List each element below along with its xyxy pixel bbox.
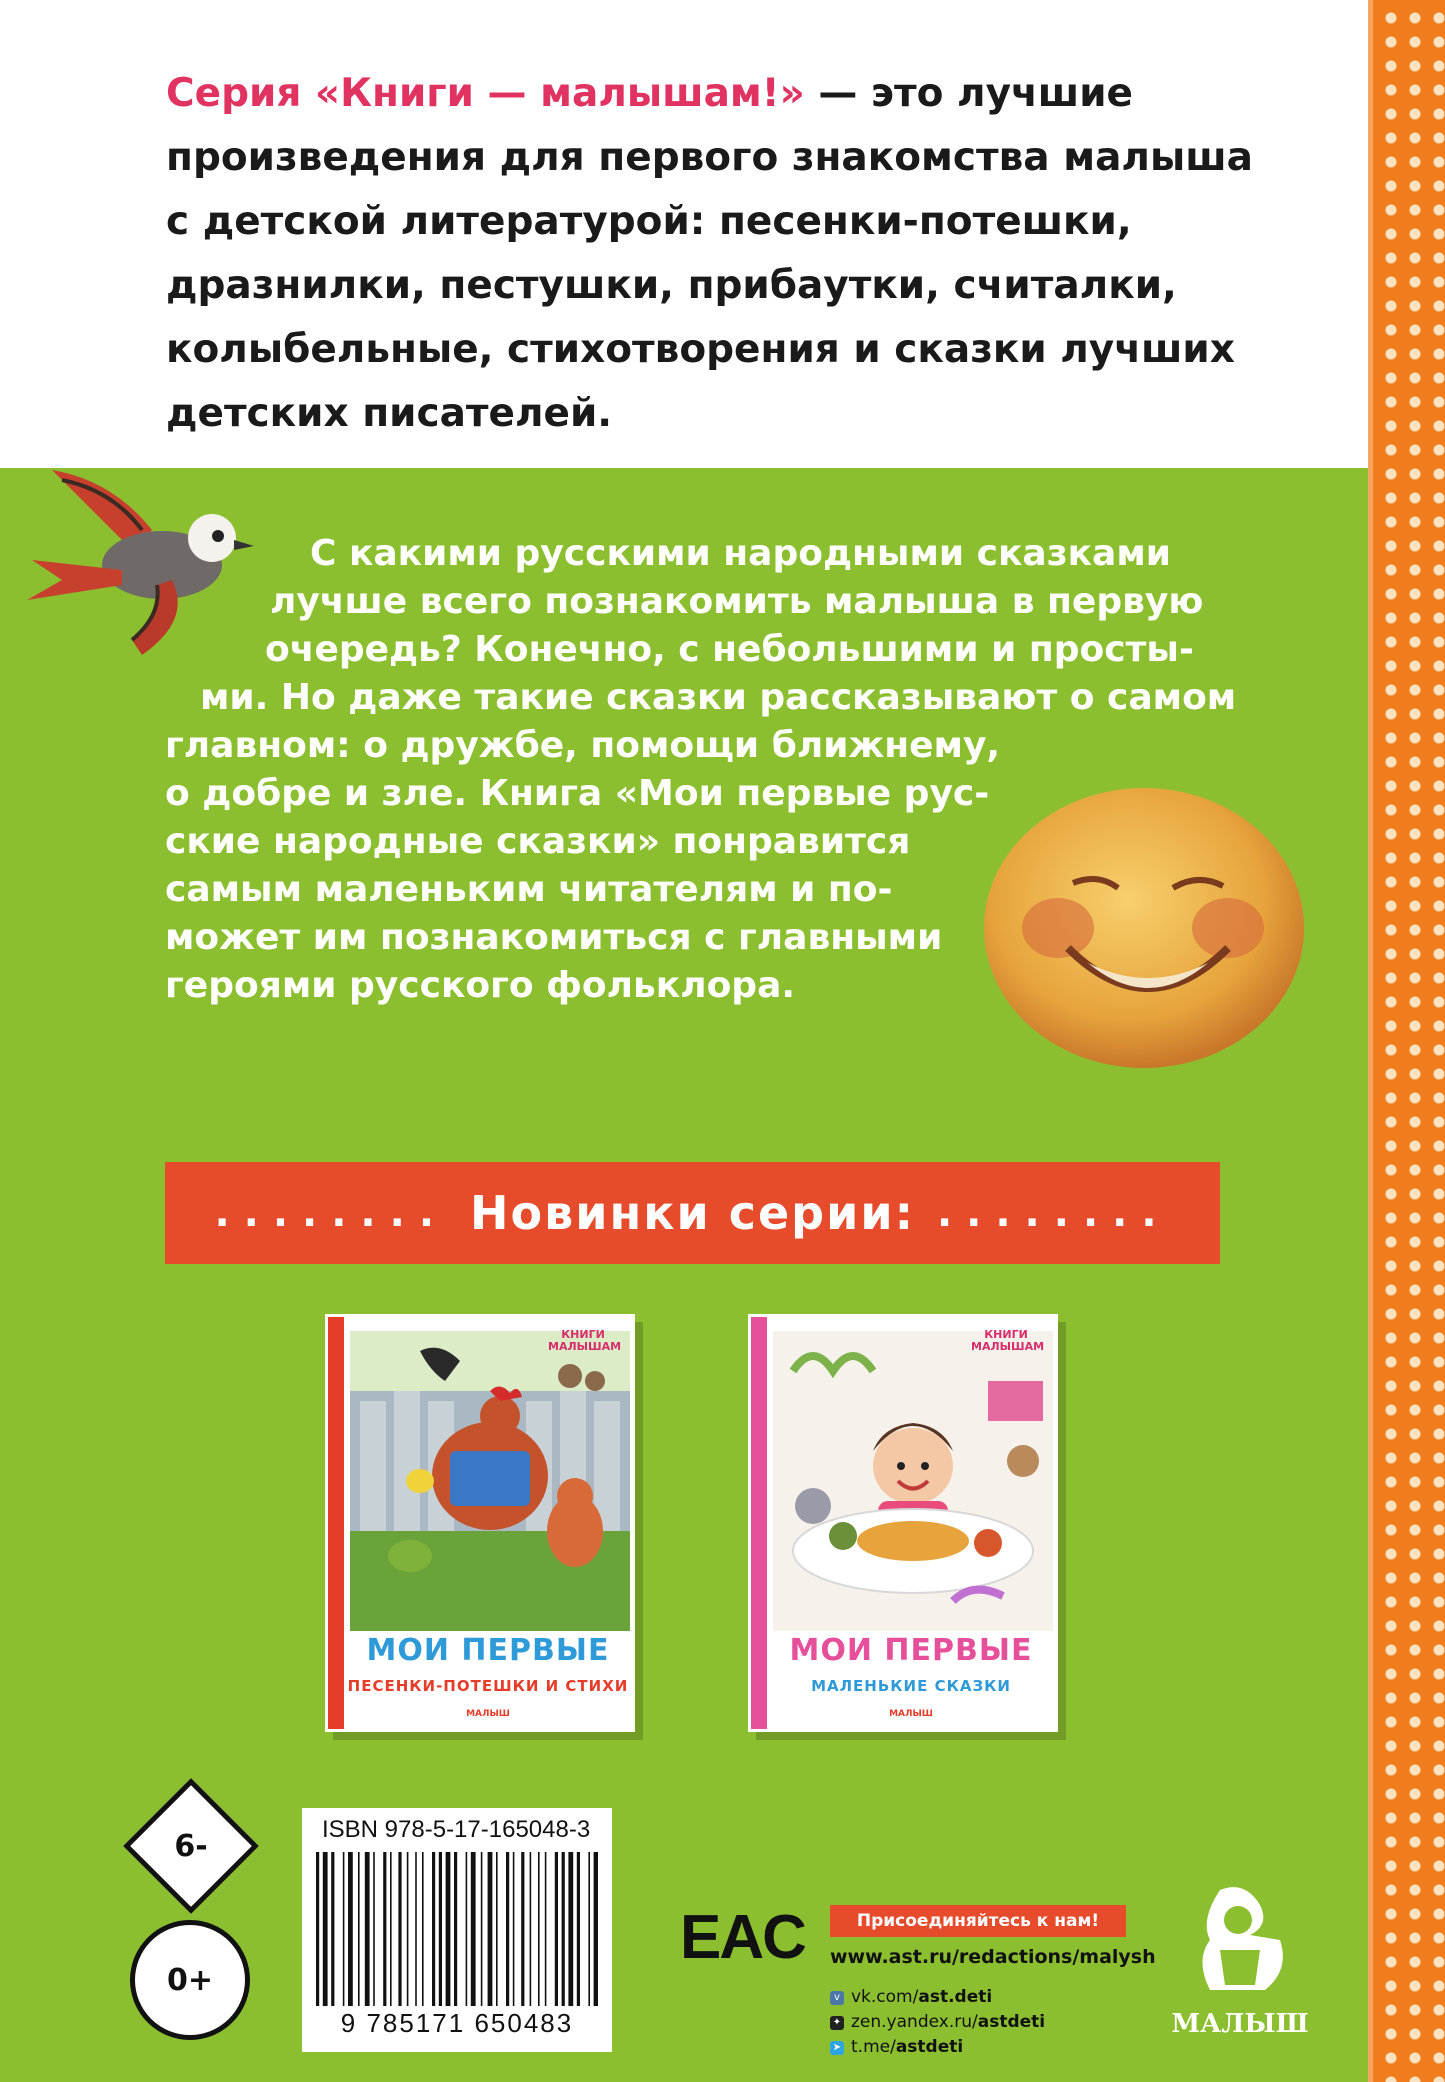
description-line: главном: о дружбе, помощи ближнему, xyxy=(165,725,1001,766)
social-handle: astdeti xyxy=(977,2012,1046,2032)
series-name: Серия «Книги — малышам!» xyxy=(166,71,805,116)
book-title: МОИ ПЕРВЫЕ xyxy=(789,1633,1033,1668)
intro-line: дразнилки, пестушки, прибаутки, считалки, xyxy=(166,263,1177,308)
description-line: лучше всего познакомить малыша в первую xyxy=(270,581,1204,622)
book-cover-songs[interactable] xyxy=(325,1314,635,1732)
barcode-bar xyxy=(568,1852,573,2006)
barcode-bar xyxy=(588,1852,590,2006)
barcode-bar xyxy=(545,1852,547,2006)
intro-line: колыбельные, стихотворения и сказки лучших xyxy=(166,327,1235,372)
age-rating-badge: 0+ xyxy=(130,1920,250,2040)
barcode-bar xyxy=(481,1852,483,2006)
join-us-label: Присоединяйтесь к нам! xyxy=(830,1905,1126,1937)
barcode-bar xyxy=(454,1852,457,2006)
ean-number: 9 785171 650483 xyxy=(340,2008,574,2038)
girl-cover-art xyxy=(773,1328,1053,1631)
barcode-panel xyxy=(302,1808,612,2052)
barcode-bar xyxy=(488,1852,493,2006)
social-handle: ast.deti xyxy=(918,1987,993,2007)
description-line: С какими русскими народными сказками xyxy=(310,533,1171,574)
description-line: самым маленьким читателям и по- xyxy=(165,869,893,910)
rooster-cover-art xyxy=(350,1328,630,1631)
barcode-bar xyxy=(358,1852,360,2006)
barcode-bar xyxy=(422,1852,424,2006)
intro-line: произведения для первого знакомства малыша xyxy=(166,135,1253,180)
barcode-bar xyxy=(471,1852,476,2006)
barcode-bar xyxy=(316,1852,319,2006)
series-intro xyxy=(166,62,1316,446)
barcode-bar xyxy=(577,1852,580,2006)
description-line: ские народные сказки» понравится xyxy=(165,821,911,862)
age-diamond-label: 6- xyxy=(174,1828,208,1864)
barcode-bar xyxy=(365,1852,370,2006)
series-logo: КНИГИ МАЛЫШАМ xyxy=(548,1328,622,1353)
description-line: героями русского фольклора. xyxy=(165,965,796,1006)
book-publisher: МАЛЫШ xyxy=(466,1709,510,1719)
social-links xyxy=(830,1985,1045,2060)
zen-icon: ✦ xyxy=(830,2016,844,2030)
social-prefix: t.me/ xyxy=(851,2037,896,2057)
book-subtitle: ПЕСЕНКИ-ПОТЕШКИ И СТИХИ xyxy=(347,1677,629,1695)
barcode-bar xyxy=(432,1852,435,2006)
barcode-bar xyxy=(555,1852,558,2006)
barcode-bar xyxy=(343,1852,345,2006)
social-prefix: vk.com/ xyxy=(851,1987,919,2007)
svg-text:МАЛЫШ: МАЛЫШ xyxy=(1171,2009,1309,2039)
barcode-bar xyxy=(594,1852,598,2006)
vk-icon: v xyxy=(830,1991,844,2005)
social-prefix: zen.yandex.ru/ xyxy=(851,2012,978,2032)
barcode-bar xyxy=(390,1852,392,2006)
banner-dots-right: ........ xyxy=(936,1190,1171,1236)
description-line: о добре и зле. Книга «Мои первые рус- xyxy=(165,773,990,814)
telegram-icon: ➤ xyxy=(830,2041,844,2055)
book-publisher: МАЛЫШ xyxy=(889,1709,933,1719)
barcode-bar xyxy=(383,1852,386,2006)
banner-title: Новинки серии: xyxy=(470,1186,915,1240)
barcode-bar xyxy=(513,1852,515,2006)
description-line: очередь? Конечно, с небольшими и просты- xyxy=(265,629,1194,670)
barcode-bar xyxy=(323,1852,328,2006)
social-link-telegram[interactable] xyxy=(830,2035,1045,2060)
intro-line: с детской литературой: песенки-потешки, xyxy=(166,199,1132,244)
cover-stripe xyxy=(751,1317,767,1729)
barcode-bar xyxy=(446,1852,451,2006)
barcode-bar xyxy=(562,1852,565,2006)
cover-stripe xyxy=(328,1317,344,1729)
barcode-bar xyxy=(373,1852,375,2006)
kolobok-illustration xyxy=(978,778,1310,1074)
barcode-bar xyxy=(530,1852,532,2006)
book-subtitle: МАЛЕНЬКИЕ СКАЗКИ xyxy=(811,1677,1011,1695)
barcode-bar xyxy=(407,1852,409,2006)
book-cover-tales[interactable] xyxy=(748,1314,1058,1732)
barcode-bar xyxy=(439,1852,442,2006)
social-handle: astdeti xyxy=(895,2037,964,2057)
barcode-bar xyxy=(538,1852,540,2006)
barcode-bar xyxy=(521,1852,524,2006)
barcode-bars xyxy=(316,1852,598,2006)
intro-line: — это лучшие xyxy=(804,71,1133,116)
barcode-bar xyxy=(415,1852,417,2006)
barcode-bar xyxy=(348,1852,353,2006)
website-link[interactable]: www.ast.ru/redactions/malysh xyxy=(830,1946,1156,1968)
barcode-bar xyxy=(466,1852,468,2006)
barcode-bar xyxy=(331,1852,334,2006)
social-link-vk[interactable] xyxy=(830,1985,1045,2010)
barcode-bar xyxy=(496,1852,498,2006)
description-line: может им познакомиться с главными xyxy=(165,917,943,958)
new-in-series-banner xyxy=(165,1162,1220,1264)
description-line: ми. Но даже такие сказки рассказывают о самом xyxy=(200,677,1237,718)
social-link-zen[interactable] xyxy=(830,2010,1045,2035)
banner-dots-left: ........ xyxy=(214,1190,449,1236)
eac-mark: EAC xyxy=(680,1903,805,1972)
orange-dotted-spine xyxy=(1373,0,1445,2082)
barcode-bar xyxy=(506,1852,509,2006)
series-logo: КНИГИ МАЛЫШАМ xyxy=(971,1328,1045,1353)
book-title: МОИ ПЕРВЫЕ xyxy=(366,1633,610,1668)
intro-line: детских писателей. xyxy=(166,391,613,436)
publisher-logo xyxy=(1150,1880,1330,2050)
isbn-text: ISBN 978-5-17-165048-3 xyxy=(322,1816,591,1843)
barcode-bar xyxy=(398,1852,401,2006)
